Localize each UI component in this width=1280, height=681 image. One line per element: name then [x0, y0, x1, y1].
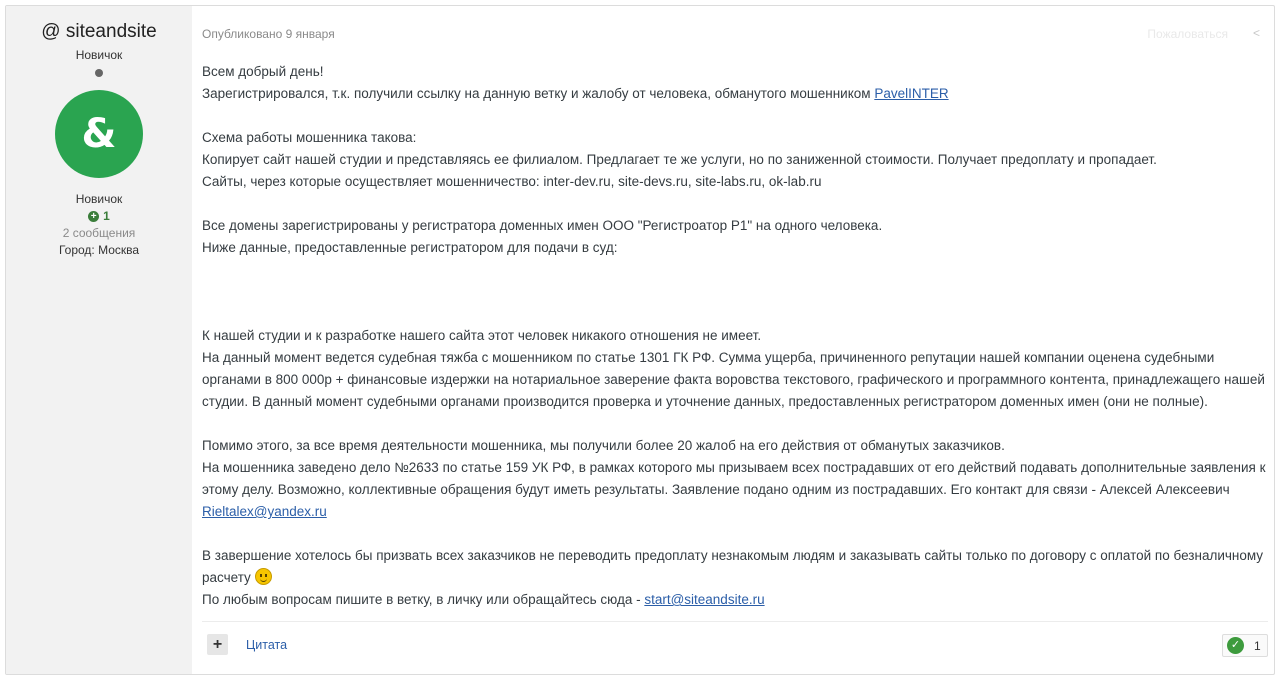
smiley-icon	[255, 568, 272, 585]
author-panel	[6, 6, 192, 674]
post-line: К нашей студии и к разработке нашего сайта этот человек никакого отношения не имеет.	[202, 328, 762, 343]
post-line: Сайты, через которые осуществляет мошенничество: inter-dev.ru, site-devs.ru, site-labs.ru, ok-lab.ru	[202, 174, 822, 189]
user-link[interactable]: PavelINTER	[874, 86, 949, 101]
reputation	[6, 209, 192, 223]
post-body	[202, 61, 1268, 611]
reaction-button[interactable]	[1222, 634, 1268, 657]
quote-button[interactable]: Цитата	[246, 638, 288, 652]
post-paragraph: В завершение хотелось бы призвать всех заказчиков не переводить предоплату незнакомым людям и заказывать сайты только по договору с оплатой по безналичному расчету	[202, 548, 1264, 585]
share-icon[interactable]: <	[1252, 26, 1260, 40]
author-title: Новичок	[75, 48, 123, 62]
post-footer	[202, 621, 1268, 674]
post-line: Копирует сайт нашей студии и представляясь ее филиалом. Предлагает те же услуги, но по заниженной стоимости. Получает предоплату и пропадает.	[202, 152, 1157, 167]
post-line: Всем добрый день!	[202, 64, 324, 79]
post-paragraph: На данный момент ведется судебная тяжба с мошенником по статье 1301 ГК РФ. Сумма ущерба, причиненного репутации нашей компании оценена судебными органами в 800 000р + финансовые издержки на нотариальное заверение факта воровства текстового, графического и программного контента, принадлежащего нашей студии. В данный момент судебными органами производится проверка и уточнение данных, предоставленных регистратором доменных имен (они не полные).	[202, 350, 1265, 409]
reaction-count: 1	[1254, 638, 1261, 653]
report-link[interactable]: Пожаловаться	[1147, 27, 1228, 41]
posts-count[interactable]: 2 сообщения	[62, 226, 136, 240]
post-line: Все домены зарегистрированы у регистратора доменных имен ООО "Регистроатор Р1" на одного человека.	[202, 218, 883, 233]
contact-email-link[interactable]: start@siteandsite.ru	[644, 592, 765, 607]
post-line: Зарегистрировался, т.к. получили ссылку на данную ветку и жалобу от человека, обманутого мошенником PavelINTER	[202, 86, 949, 101]
forum-post	[5, 5, 1275, 675]
author-city: Город: Москва	[58, 243, 140, 257]
plus-circle-icon: +	[88, 211, 99, 222]
author-group: Новичок	[75, 192, 123, 206]
like-reaction-icon: ✓	[1227, 637, 1244, 654]
avatar[interactable]: &	[55, 90, 143, 178]
post-content	[202, 6, 1268, 674]
post-line: Помимо этого, за все время деятельности мошенника, мы получили более 20 жалоб на его действия от обманутых заказчиков.	[202, 438, 1005, 453]
post-date[interactable]: Опубликовано 9 января	[202, 27, 335, 41]
post-paragraph: На мошенника заведено дело №2633 по статье 159 УК РФ, в рамках которого мы призываем всех пострадавших от его действий подавать дополнительные заявления к этому делу. Возможно, коллективные обращения будут иметь результаты. Заявление подано одним из пострадавших. Его контакт для связи - Алексей Алексеевич Rieltalex@yandex.ru	[202, 460, 1266, 519]
online-status-icon	[95, 69, 103, 77]
author-name[interactable]: @ siteandsite	[41, 21, 157, 42]
post-line: По любым вопросам пишите в ветку, в личку или обращайтесь сюда - start@siteandsite.ru	[202, 592, 765, 607]
email-link[interactable]: Rieltalex@yandex.ru	[202, 504, 327, 519]
multiquote-button[interactable]: +	[207, 634, 228, 655]
reputation-value: 1	[103, 209, 110, 223]
post-line: Ниже данные, предоставленные регистратором для подачи в суд:	[202, 240, 618, 255]
post-line: Схема работы мошенника такова:	[202, 130, 417, 145]
